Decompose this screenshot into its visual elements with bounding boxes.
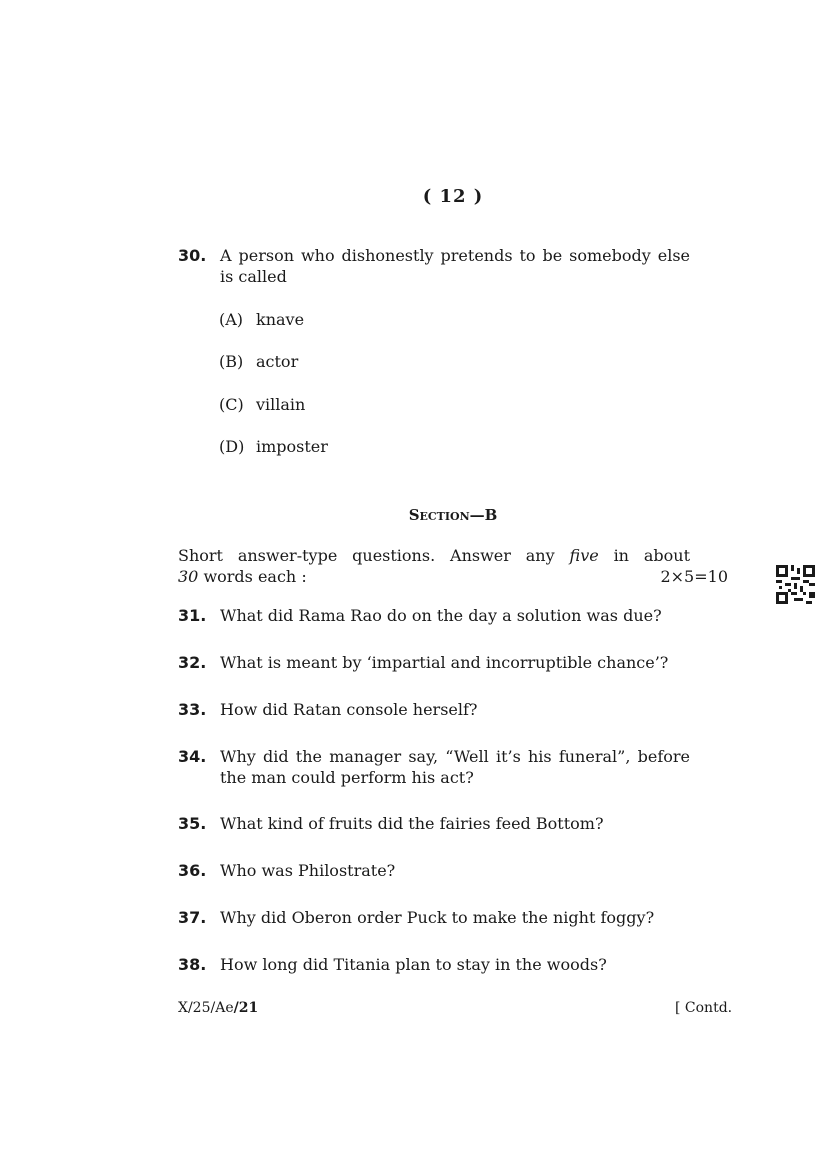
option-text: villain	[256, 395, 306, 414]
instruction-emphasis: five	[569, 546, 599, 565]
option-text: knave	[256, 310, 305, 329]
question-number: 32.	[178, 653, 207, 672]
question-text: Why did the manager say, “Well it’s his funeral”, before	[220, 747, 690, 766]
question-number: 31.	[178, 606, 207, 625]
option-label: (B)	[219, 352, 244, 371]
question-text-line: is called	[220, 267, 287, 286]
question-31	[178, 605, 698, 626]
question-text	[220, 245, 690, 287]
option-b	[219, 351, 298, 372]
question-30	[178, 245, 698, 287]
option-text: imposter	[256, 437, 328, 456]
option-a	[219, 309, 304, 330]
question-35	[178, 813, 698, 834]
question-33	[178, 699, 698, 720]
section-instruction	[178, 545, 690, 566]
question-text-line: A person who dishonestly pretends to be somebody else	[220, 246, 690, 265]
option-label: (C)	[219, 395, 244, 414]
question-number: 35.	[178, 814, 207, 833]
section-instruction-line2	[178, 566, 728, 587]
marks-allocation: 2×5=10	[660, 567, 728, 586]
option-c	[219, 394, 305, 415]
question-number: 34.	[178, 747, 207, 766]
instruction-text: Short answer-type questions. Answer any	[178, 546, 570, 565]
question-text: the man could perform his act?	[220, 768, 474, 787]
paper-code-suffix: /21	[233, 1000, 259, 1016]
question-text: Who was Philostrate?	[220, 861, 396, 880]
option-text: actor	[256, 352, 299, 371]
instruction-text: words each :	[198, 567, 307, 586]
option-label: (D)	[219, 437, 245, 456]
question-text: What did Rama Rao do on the day a solution was due?	[220, 606, 662, 625]
question-text: How long did Titania plan to stay in the woods?	[220, 955, 607, 974]
question-34	[178, 746, 698, 788]
question-text: How did Ratan console herself?	[220, 700, 478, 719]
question-number: 33.	[178, 700, 207, 719]
paper-code	[178, 1000, 258, 1016]
question-32	[178, 652, 698, 673]
instruction-emphasis: 30	[178, 567, 199, 586]
option-label: (A)	[219, 310, 244, 329]
question-38	[178, 954, 698, 975]
question-number: 30.	[178, 246, 207, 265]
question-37	[178, 907, 698, 928]
continued-note: [ Contd.	[675, 1000, 733, 1016]
question-text: What kind of fruits did the fairies feed Bottom?	[220, 814, 604, 833]
paper-code-prefix: X/25/Ae	[178, 1000, 234, 1016]
question-number: 37.	[178, 908, 207, 927]
question-number: 38.	[178, 955, 207, 974]
page-number: ( 12 )	[422, 186, 484, 207]
qr-code	[776, 565, 815, 604]
question-36	[178, 860, 698, 881]
question-text: Why did Oberon order Puck to make the night foggy?	[220, 908, 655, 927]
instruction-text: in about	[598, 546, 690, 565]
question-number: 36.	[178, 861, 207, 880]
section-title: Section—B	[408, 506, 498, 524]
question-text: What is meant by ‘impartial and incorruptible chance’?	[220, 653, 669, 672]
option-d	[219, 436, 328, 457]
